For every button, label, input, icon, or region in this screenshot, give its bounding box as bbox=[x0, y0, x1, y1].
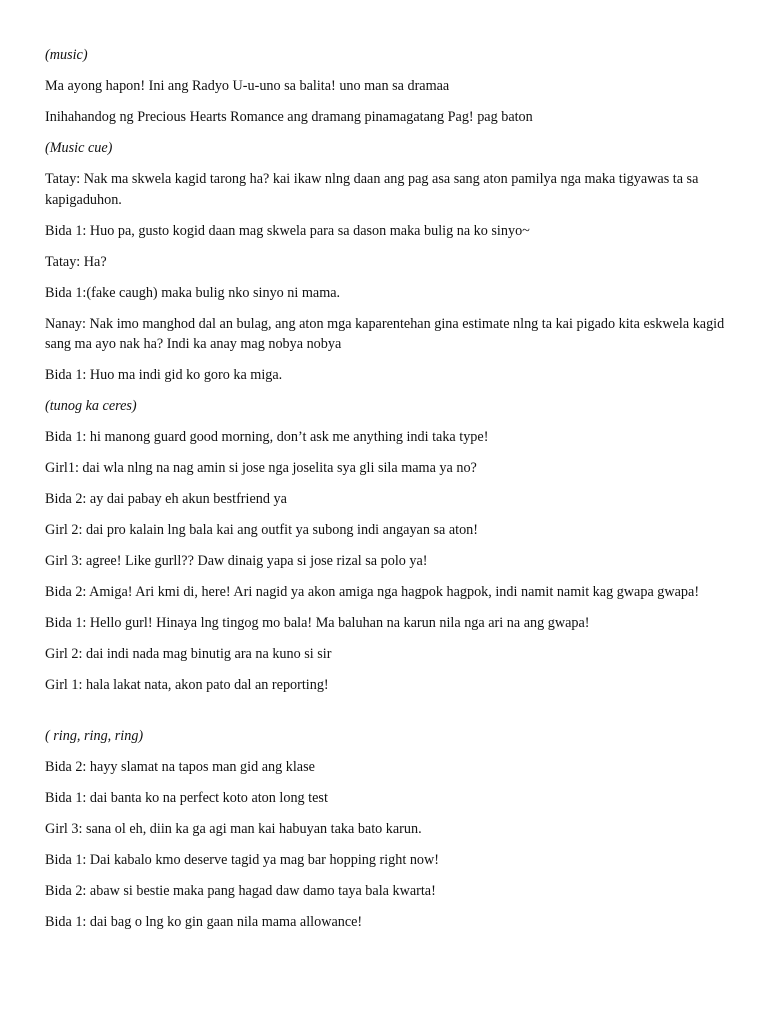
script-line-bida1-2: Bida 1:(fake caugh) maka bulig nko sinyo ni mama. bbox=[45, 284, 341, 301]
stage-direction-music-cue: (Music cue) bbox=[45, 140, 113, 156]
script-line-bida1-1: Bida 1: Huo pa, gusto kogid daan mag skwela para sa dason maka bulig na ko sinyo~ bbox=[45, 222, 530, 239]
stage-direction-music: (music) bbox=[45, 47, 88, 63]
script-line-tatay-1: Tatay: Nak ma skwela kagid tarong ha? kai ikaw nlng daan ang pag asa sang aton pamilya nga maka tigyawas ta sa kapigaduhon. bbox=[45, 171, 699, 208]
stage-direction-ceres: (tunog ka ceres) bbox=[45, 398, 137, 414]
script-line-bida1-6: Bida 1: dai banta ko na perfect koto aton long test bbox=[45, 790, 328, 806]
script-line-girl3-2: Girl 3: sana ol eh, diin ka ga agi man kai habuyan taka bato karun. bbox=[45, 821, 422, 837]
script-line-intro-title: Inihahandog ng Precious Hearts Romance ang dramang pinamagatang Pag! pag baton bbox=[45, 109, 533, 125]
script-line-girl1-1: Girl1: dai wla nlng na nag amin si jose nga joselita sya gli sila mama ya no? bbox=[45, 460, 477, 476]
script-line-bida2-2: Bida 2: Amiga! Ari kmi di, here! Ari nagid ya akon amiga nga hagpok hagpok, indi namit namit kag gwapa gwapa! bbox=[45, 584, 700, 600]
script-line-intro-greeting: Ma ayong hapon! Ini ang Radyo U-u-uno sa balita! uno man sa dramaa bbox=[45, 78, 450, 94]
script-line-tatay-2: Tatay: Ha? bbox=[45, 253, 107, 270]
script-line-bida2-4: Bida 2: abaw si bestie maka pang hagad daw damo taya bala kwarta! bbox=[45, 883, 436, 899]
script-line-bida2-3: Bida 2: hayy slamat na tapos man gid ang klase bbox=[45, 759, 315, 775]
script-line-girl1-2: Girl 1: hala lakat nata, akon pato dal an reporting! bbox=[45, 677, 329, 693]
script-line-bida2-1: Bida 2: ay dai pabay eh akun bestfriend ya bbox=[45, 491, 287, 507]
script-line-bida1-4: Bida 1: hi manong guard good morning, don’t ask me anything indi taka type! bbox=[45, 429, 489, 445]
script-line-girl2-1: Girl 2: dai pro kalain lng bala kai ang outfit ya subong indi angayan sa aton! bbox=[45, 522, 479, 538]
script-line-bida1-3: Bida 1: Huo ma indi gid ko goro ka miga. bbox=[45, 367, 283, 383]
document-page bbox=[45, 45, 735, 943]
script-line-nanay-1: Nanay: Nak imo manghod dal an bulag, ang aton mga kaparentehan gina estimate nlng ta kai pigado kita eskwela kagid sang ma ayo nak ha? Indi ka anay mag nobya nobya bbox=[45, 315, 725, 352]
stage-direction-ring: ( ring, ring, ring) bbox=[45, 728, 144, 744]
script-line-bida1-7: Bida 1: Dai kabalo kmo deserve tagid ya mag bar hopping right now! bbox=[45, 852, 440, 868]
script-line-bida1-8: Bida 1: dai bag o lng ko gin gaan nila mama allowance! bbox=[45, 914, 363, 930]
script-line-girl3-1: Girl 3: agree! Like gurll?? Daw dinaig yapa si jose rizal sa polo ya! bbox=[45, 553, 428, 569]
script-line-girl2-2: Girl 2: dai indi nada mag binutig ara na kuno si sir bbox=[45, 646, 332, 662]
script-line-bida1-5: Bida 1: Hello gurl! Hinaya lng tingog mo bala! Ma baluhan na karun nila nga ari na ang gwapa! bbox=[45, 615, 590, 631]
